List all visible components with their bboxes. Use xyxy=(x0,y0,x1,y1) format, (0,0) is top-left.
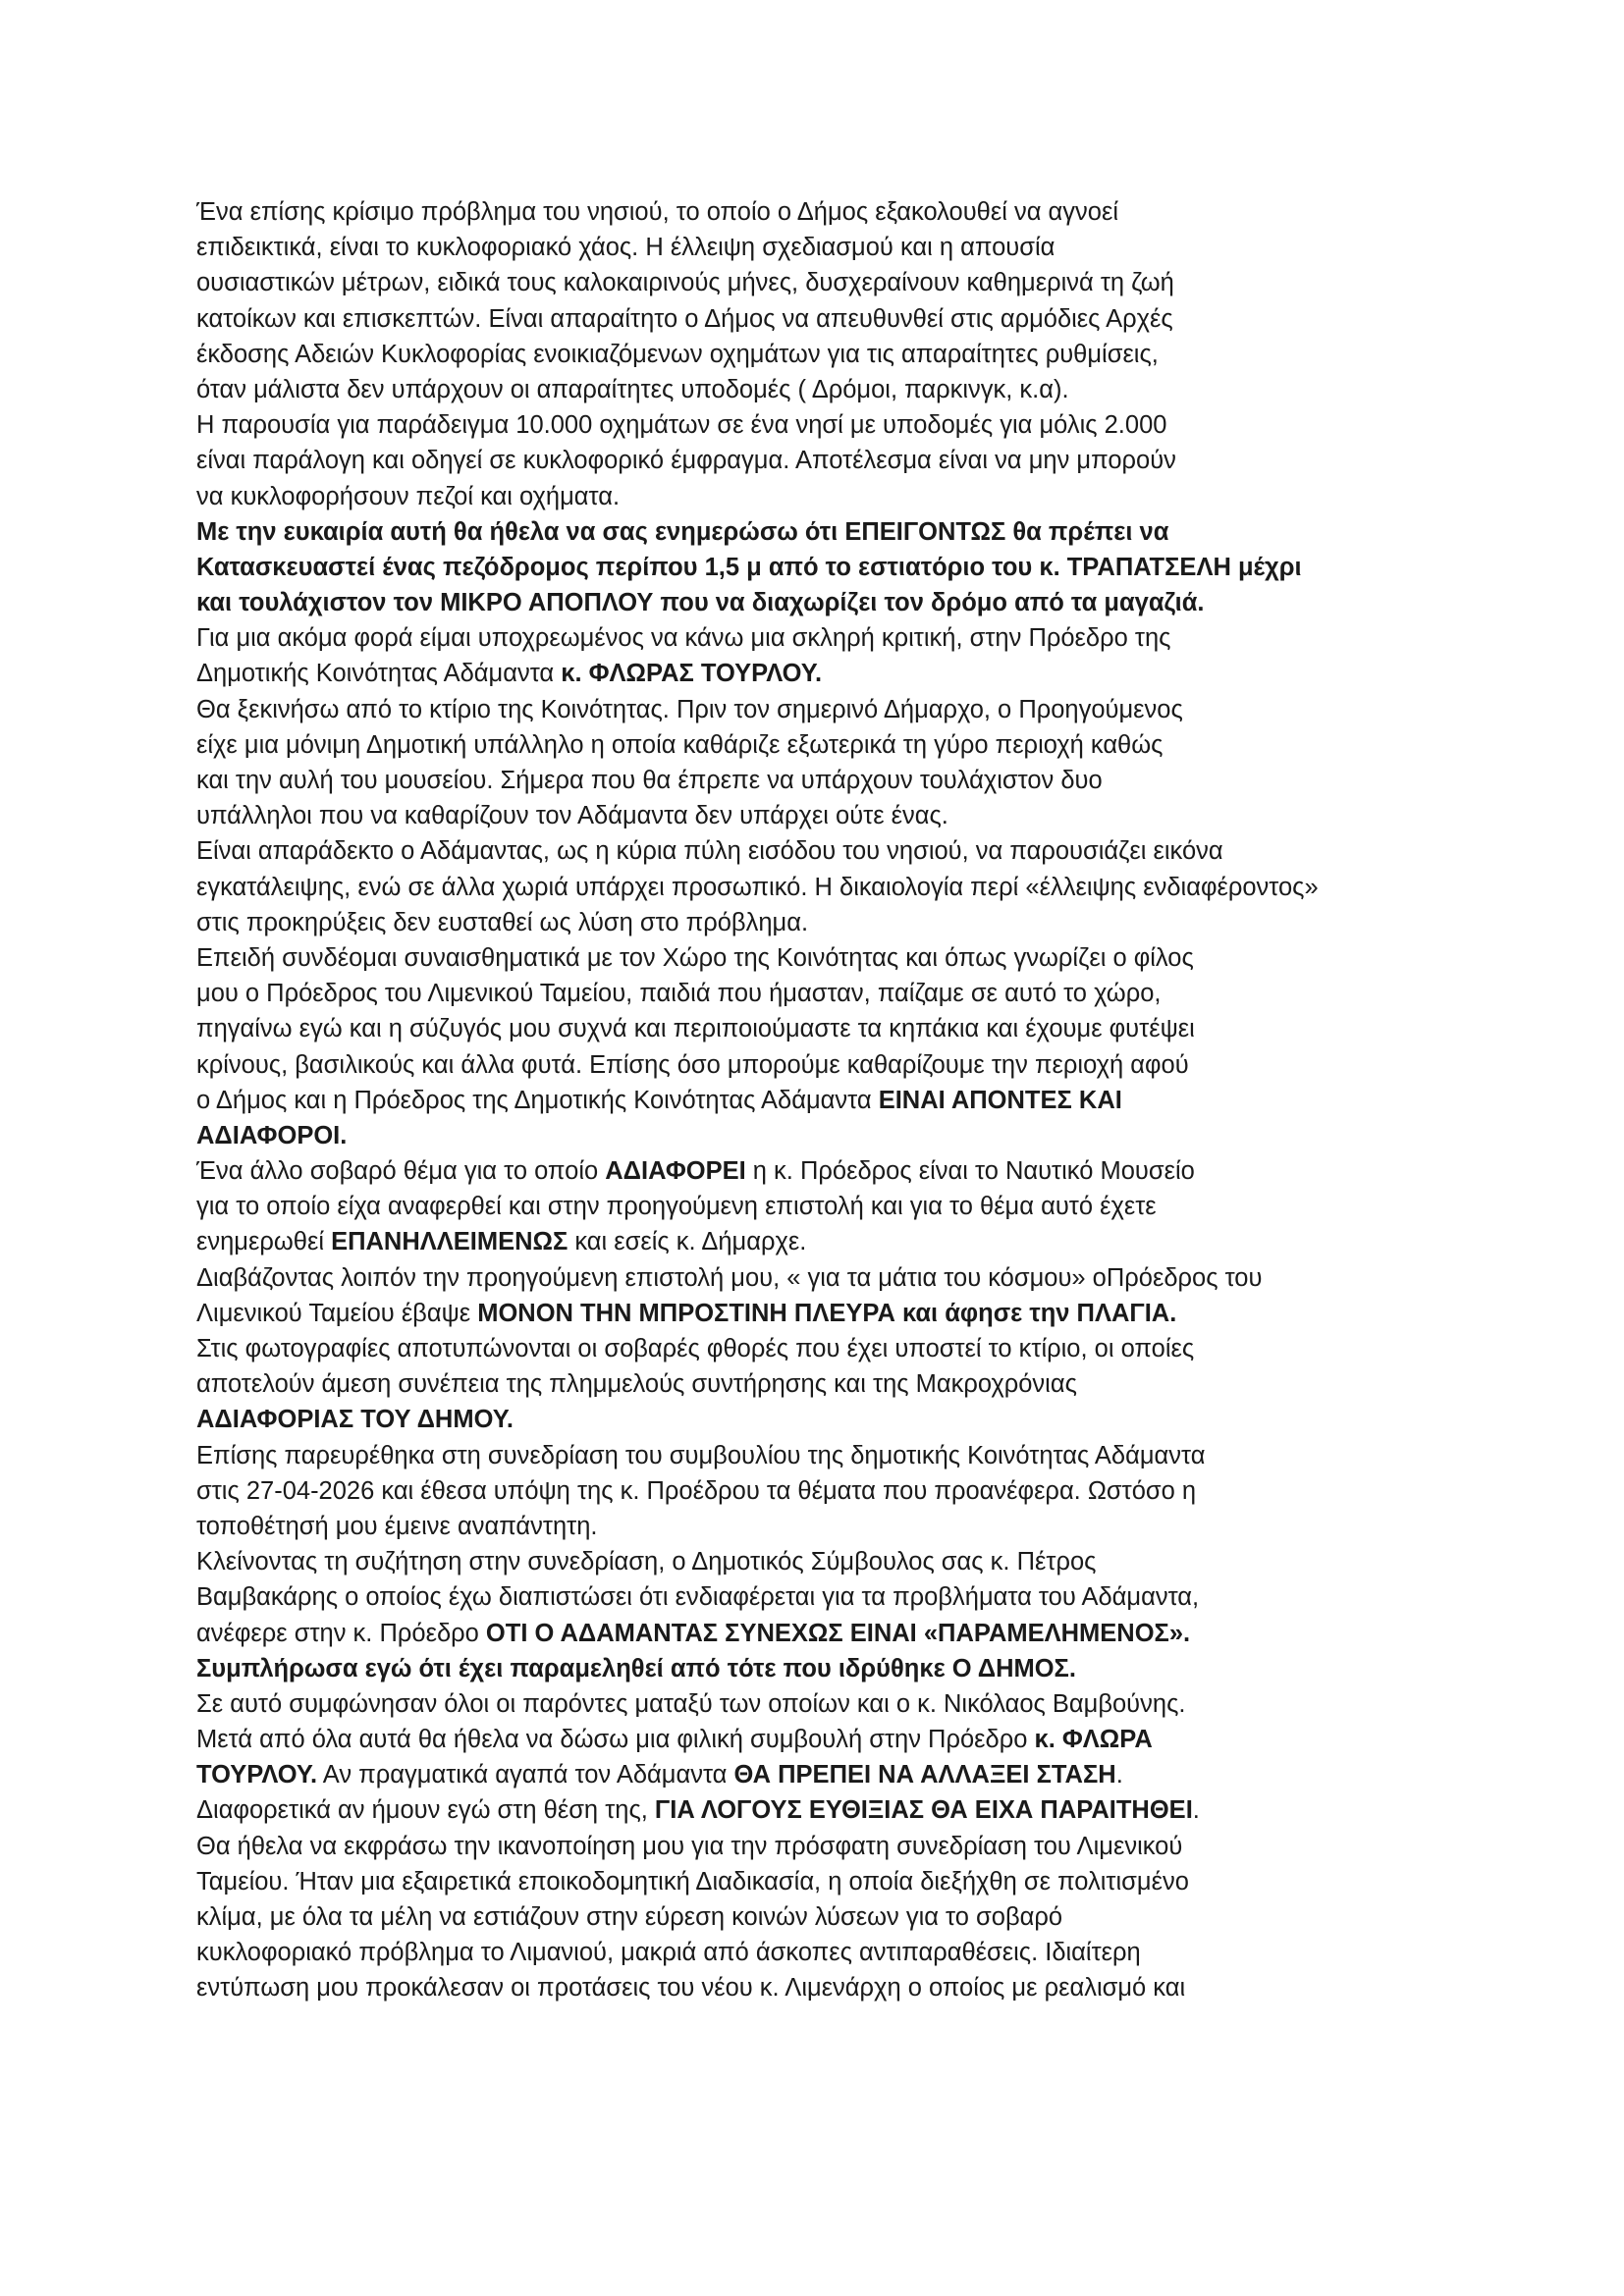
bold-text-segment: ΟΤΙ Ο ΑΔΑΜΑΝΤΑΣ ΣΥΝΕΧΩΣ ΕΙΝΑΙ «ΠΑΡΑΜΕΛΗΜΕΝΟΣ». xyxy=(485,1619,1191,1647)
bold-text-segment: Κατασκευαστεί ένας πεζόδρομος περίπου 1,5 μ από το εστιατόριο του κ. ΤΡΑΠΑΤΣΕΛΗ μέχρι xyxy=(196,553,1302,581)
bold-text-segment: και τουλάχιστον τον ΜΙΚΡΟ ΑΠΟΠΛΟΥ που να διαχωρίζει τον δρόμο από τα μαγαζιά. xyxy=(196,589,1205,617)
text-line xyxy=(196,870,1502,905)
text-line xyxy=(196,798,1502,833)
text-line xyxy=(196,1686,1502,1722)
text-line xyxy=(196,407,1502,443)
text-line xyxy=(196,1509,1502,1544)
text-line xyxy=(196,550,1502,585)
text-segment: ανέφερε στην κ. Πρόεδρο xyxy=(196,1619,486,1647)
text-line xyxy=(196,1579,1502,1615)
text-line xyxy=(196,1118,1502,1153)
bold-text-segment: ΕΠΑΝΗΛΛΕΙΜΕΝΩΣ xyxy=(331,1228,568,1256)
text-line xyxy=(196,763,1502,798)
text-line xyxy=(196,976,1502,1011)
text-segment: Ένα επίσης κρίσιμο πρόβλημα του νησιού, το οποίο ο Δήμος εξακολουθεί να αγνοεί xyxy=(196,198,1119,226)
text-segment: . xyxy=(1192,1796,1200,1825)
text-segment: Θα ξεκινήσω από το κτίριο της Κοινότητας. Πριν τον σημερινό Δήμαρχο, ο Προηγούμενος xyxy=(196,695,1183,723)
text-segment: Δημοτικής Κοινότητας Αδάμαντα xyxy=(196,660,562,688)
text-segment: είναι παράλογη και οδηγεί σε κυκλοφορικό έμφραγμα. Αποτέλεσμα είναι να μην μπορούν xyxy=(196,447,1176,475)
text-line xyxy=(196,905,1502,940)
text-segment: για το οποίο είχα αναφερθεί και στην προηγούμενη επιστολή και για το θέμα αυτό έχετε xyxy=(196,1193,1157,1221)
text-line xyxy=(196,656,1502,691)
text-segment: Διαφορετικά αν ήμουν εγώ στη θέση της, xyxy=(196,1796,655,1825)
text-line xyxy=(196,337,1502,372)
text-line xyxy=(196,1366,1502,1402)
text-line xyxy=(196,692,1502,727)
text-line xyxy=(196,1935,1502,1970)
text-line xyxy=(196,1544,1502,1579)
text-line xyxy=(196,1189,1502,1224)
text-line xyxy=(196,479,1502,514)
text-line xyxy=(196,585,1502,620)
letter-body xyxy=(196,194,1502,2006)
text-line xyxy=(196,1757,1502,1792)
text-segment: αποτελούν άμεση συνέπεια της πλημμελούς συντήρησης και της Μακροχρόνιας xyxy=(196,1370,1077,1399)
text-line xyxy=(196,1402,1502,1437)
text-segment: Διαβάζοντας λοιπόν την προηγούμενη επιστολή μου, « για τα μάτια του κόσμου» οΠρόεδρος του xyxy=(196,1263,1263,1292)
text-segment: Αν πραγματικά αγαπά τον Αδάμαντα xyxy=(317,1761,734,1789)
text-line xyxy=(196,265,1502,300)
text-line xyxy=(196,727,1502,763)
text-line xyxy=(196,1864,1502,1899)
text-line xyxy=(196,372,1502,407)
text-segment: η κ. Πρόεδρος είναι το Ναυτικό Μουσείο xyxy=(745,1157,1195,1186)
text-segment: και την αυλή του μουσείου. Σήμερα που θα έπρεπε να υπάρχουν τουλάχιστον δυο xyxy=(196,767,1103,794)
text-segment: Η παρουσία για παράδειγμα 10.000 οχημάτων σε ένα νησί με υποδομές για μόλις 2.000 xyxy=(196,411,1167,440)
bold-text-segment: ΑΔΙΑΦΟΡΙΑΣ ΤΟΥ ΔΗΜΟΥ. xyxy=(196,1406,514,1434)
bold-text-segment: ΓΙΑ ΛΟΓΟΥΣ ΕΥΘΙΞΙΑΣ ΘΑ ΕΙΧΑ ΠΑΡΑΙΤΗΘΕΙ xyxy=(654,1796,1193,1825)
text-segment: κυκλοφοριακό πρόβλημα το Λιμανιού, μακριά από άσκοπες αντιπαραθέσεις. Ιδιαίτερη xyxy=(196,1939,1141,1967)
text-segment: ο Δήμος και η Πρόεδρος της Δημοτικής Κοινότητας Αδάμαντα xyxy=(196,1086,879,1114)
text-segment: Επειδή συνδέομαι συναισθηματικά με τον Χώρο της Κοινότητας και όπως γνωρίζει ο φίλος xyxy=(196,943,1194,972)
text-segment: Σε αυτό συμφώνησαν όλοι οι παρόντες ματαξύ των οποίων και ο κ. Νικόλαος Βαμβούνης. xyxy=(196,1689,1186,1718)
text-segment: κρίνους, βασιλικούς και άλλα φυτά. Επίσης όσο μπορούμε καθαρίζουμε την περιοχή αφού xyxy=(196,1050,1189,1079)
bold-text-segment: κ. ΦΛΩΡΑ xyxy=(1034,1726,1153,1754)
text-line xyxy=(196,1011,1502,1046)
text-segment: Μετά από όλα αυτά θα ήθελα να δώσω μια φιλική συμβουλή στην Πρόεδρο xyxy=(196,1726,1035,1754)
text-segment: μου ο Πρόεδρος του Λιμενικού Ταμείου, παιδιά που ήμασταν, παίζαμε σε αυτό το χώρο, xyxy=(196,980,1162,1008)
text-line xyxy=(196,1473,1502,1509)
text-line xyxy=(196,301,1502,337)
text-segment: Επίσης παρευρέθηκα στη συνεδρίαση του συμβουλίου της δημοτικής Κοινότητας Αδάμαντα xyxy=(196,1441,1206,1469)
text-segment: Ένα άλλο σοβαρό θέμα για το οποίο xyxy=(196,1157,606,1186)
text-line xyxy=(196,1438,1502,1473)
text-segment: Κλείνοντας τη συζήτηση στην συνεδρίαση, ο Δημοτικός Σύμβουλος σας κ. Πέτρος xyxy=(196,1548,1097,1576)
text-line xyxy=(196,1616,1502,1651)
text-segment: ουσιαστικών μέτρων, ειδικά τους καλοκαιρινούς μήνες, δυσχεραίνουν καθημερινά τη ζωή xyxy=(196,269,1174,297)
text-segment: στις 27-04-2026 και έθεσα υπόψη της κ. Προέδρου τα θέματα που προανέφερα. Ωστόσο η xyxy=(196,1476,1197,1505)
bold-text-segment: ΤΟΥΡΛΟΥ. xyxy=(196,1761,318,1789)
text-segment: κατοίκων και επισκεπτών. Είναι απαραίτητο ο Δήμος να απευθυνθεί στις αρμόδιες Αρχές xyxy=(196,304,1173,333)
text-segment: κλίμα, με όλα τα μέλη να εστιάζουν στην εύρεση κοινών λύσεων για το σοβαρό xyxy=(196,1903,1063,1931)
text-line xyxy=(196,1153,1502,1189)
text-line xyxy=(196,1331,1502,1366)
text-segment: στις προκηρύξεις δεν ευσταθεί ως λύση στο πρόβλημα. xyxy=(196,908,809,936)
text-segment: υπάλληλοι που να καθαρίζουν τον Αδάμαντα δεν υπάρχει ούτε ένας. xyxy=(196,802,948,830)
text-segment: εντύπωση μου προκάλεσαν οι προτάσεις του νέου κ. Λιμενάρχη ο οποίος με ρεαλισμό και xyxy=(196,1974,1186,2002)
text-line xyxy=(196,1792,1502,1828)
text-segment: Ταμείου. Ήταν μια εξαιρετικά εποικοδομητική Διαδικασία, η οποία διεξήχθη σε πολιτισμένο xyxy=(196,1867,1189,1896)
text-line xyxy=(196,1651,1502,1686)
bold-text-segment: ΜΟΝΟΝ ΤΗΝ ΜΠΡΟΣΤΙΝΗ ΠΛΕΥΡΑ και άφησε την ΠΛΑΓΙΑ. xyxy=(477,1299,1177,1327)
text-segment: Λιμενικού Ταμείου έβαψε xyxy=(196,1299,478,1327)
text-line xyxy=(196,1083,1502,1118)
text-line xyxy=(196,514,1502,550)
text-segment: έκδοσης Αδειών Κυκλοφορίας ενοικιαζόμενων οχημάτων για τις απαραίτητες ρυθμίσεις, xyxy=(196,340,1159,368)
text-line xyxy=(196,1296,1502,1331)
bold-text-segment: ΑΔΙΑΦΟΡΟΙ. xyxy=(196,1121,348,1149)
text-line xyxy=(196,230,1502,265)
text-line xyxy=(196,940,1502,976)
text-segment: Θα ήθελα να εκφράσω την ικανοποίηση μου για την πρόσφατη συνεδρίαση του Λιμενικού xyxy=(196,1832,1183,1860)
text-line xyxy=(196,1224,1502,1259)
text-line xyxy=(196,1722,1502,1757)
text-line xyxy=(196,1260,1502,1296)
text-segment: εγκατάλειψης, ενώ σε άλλα χωριά υπάρχει προσωπικό. Η δικαιολογία περί «έλλειψης ενδιαφέροντος» xyxy=(196,873,1319,901)
text-line xyxy=(196,1047,1502,1083)
text-segment: να κυκλοφορήσουν πεζοί και οχήματα. xyxy=(196,482,621,510)
text-segment: τοποθέτησή μου έμεινε αναπάντητη. xyxy=(196,1512,598,1540)
text-segment: ενημερωθεί xyxy=(196,1228,332,1256)
bold-text-segment: ΑΔΙΑΦΟΡΕΙ xyxy=(605,1157,746,1186)
text-segment: . xyxy=(1115,1761,1123,1789)
text-segment: Στις φωτογραφίες αποτυπώνονται οι σοβαρές φθορές που έχει υποστεί το κτίριο, οι οποίες xyxy=(196,1335,1195,1362)
text-line xyxy=(196,620,1502,656)
text-line xyxy=(196,1970,1502,2005)
text-segment: Βαμβακάρης ο οποίος έχω διαπιστώσει ότι ενδιαφέρεται για τα προβλήματα του Αδάμαντα, xyxy=(196,1583,1200,1612)
text-segment: όταν μάλιστα δεν υπάρχουν οι απαραίτητες υποδομές ( Δρόμοι, παρκινγκ, κ.α). xyxy=(196,375,1069,403)
bold-text-segment: ΘΑ ΠΡΕΠΕΙ ΝΑ ΑΛΛΑΞΕΙ ΣΤΑΣΗ xyxy=(733,1761,1116,1789)
text-line xyxy=(196,194,1502,230)
text-segment: Είναι απαράδεκτο ο Αδάμαντας, ως η κύρια πύλη εισόδου του νησιού, να παρουσιάζει εικόνα xyxy=(196,837,1223,866)
text-segment: είχε μια μόνιμη Δημοτική υπάλληλο η οποία καθάριζε εξωτερικά τη γύρο περιοχή καθώς xyxy=(196,730,1164,759)
text-segment: πηγαίνω εγώ και η σύζυγός μου συχνά και περιποιούμαστε τα κηπάκια και έχουμε φυτέψει xyxy=(196,1015,1195,1043)
text-segment: και εσείς κ. Δήμαρχε. xyxy=(568,1228,807,1256)
bold-text-segment: κ. ΦΛΩΡΑΣ ΤΟΥΡΛΟΥ. xyxy=(561,660,823,688)
bold-text-segment: Συμπλήρωσα εγώ ότι έχει παραμεληθεί από τότε που ιδρύθηκε Ο ΔΗΜΟΣ. xyxy=(196,1654,1076,1682)
bold-text-segment: Με την ευκαιρία αυτή θα ήθελα να σας ενημερώσω ότι ΕΠΕΙΓΟΝΤΩΣ θα πρέπει να xyxy=(196,517,1169,546)
text-line xyxy=(196,443,1502,478)
text-line xyxy=(196,1829,1502,1864)
text-segment: Για μια ακόμα φορά είμαι υποχρεωμένος να κάνω μια σκληρή κριτική, στην Πρόεδρο της xyxy=(196,624,1171,653)
bold-text-segment: ΕΙΝΑΙ ΑΠΟΝΤΕΣ ΚΑΙ xyxy=(878,1086,1122,1114)
text-line xyxy=(196,833,1502,869)
text-line xyxy=(196,1899,1502,1935)
text-segment: επιδεικτικά, είναι το κυκλοφοριακό χάος. Η έλλειψη σχεδιασμού και η απουσία xyxy=(196,234,1056,262)
